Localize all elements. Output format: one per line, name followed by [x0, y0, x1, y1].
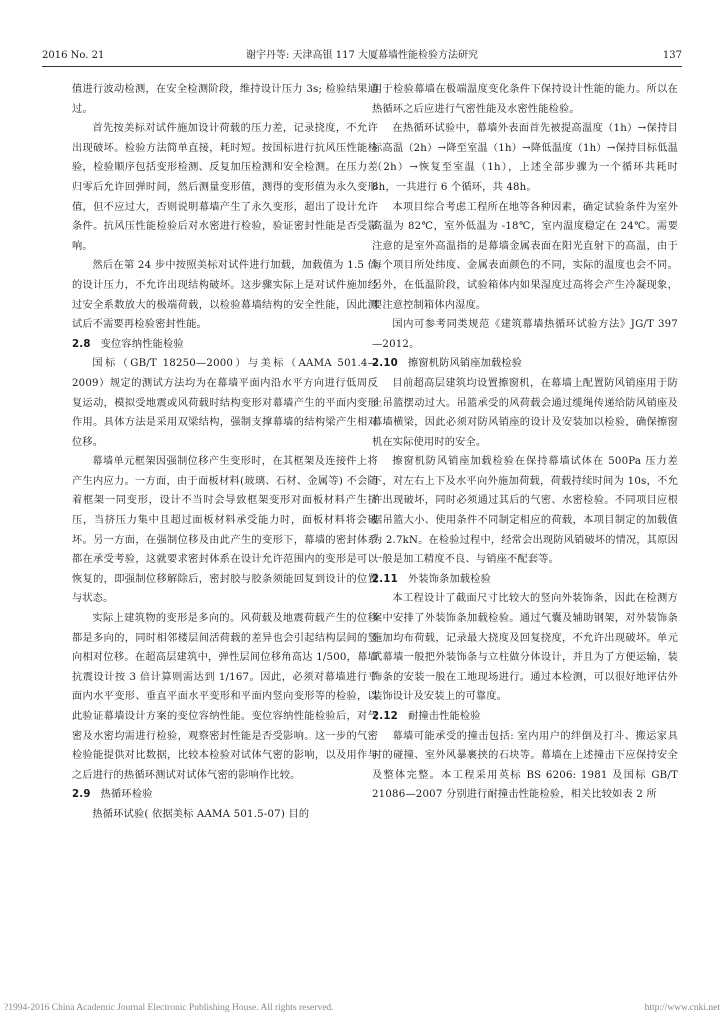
section-heading — [372, 354, 678, 374]
section-number: 2.11 — [372, 573, 398, 585]
body-paragraph: 国标（GB/T 18250—2000）与美标（AAMA 501.4—2009）规定的测试方法均为在幕墙平面内沿水平方向进行低周反复运动，模拟受地震或风荷载时结构变形对幕墙产生的平面内变形作用。具体方法是采用双梁结构，强制支撑幕墙的结构梁产生相对位移。 — [72, 358, 378, 448]
copyright-notice: ?1994-2016 China Academic Journal Electronic Publishing House. All rights reserved. — [4, 1003, 334, 1013]
section-number: 2.10 — [372, 358, 398, 370]
body-paragraph: 值进行波动检测，在安全检测阶段，维持设计压力 3s; 检验结果通过。 — [72, 84, 378, 115]
body-paragraph: 本工程设计了截面尺寸比较大的竖向外装饰条，因此在检测方案中安排了外装饰条加载检验。通过气囊及辅助钢架，对外装饰条施加均布荷载，记录最大挠度及回复挠度，不允许出现破坏。单元式幕墙一般把外装饰条与立柱做分体设计，并且为了方便运输，装饰条的安装一般在工地现场进行。通过本检测，可以很好地评估外装饰设计及安装上的可靠度。 — [372, 593, 678, 703]
body-paragraph: 目前超高层建筑均设置擦窗机，在幕墙上配置防风销座用于防止吊篮摆动过大。吊篮承受的风荷载会通过缆绳传递给防风销座及幕墙横梁，因此必须对防风销座的设计及安装加以检验，确保擦窗机在实际使用时的安全。 — [372, 377, 678, 448]
journal-issue: 2016 No. 21 — [42, 50, 105, 61]
running-header — [42, 46, 682, 67]
section-title: 外装饰条加载检验 — [407, 573, 492, 585]
section-title: 热循环检验 — [100, 789, 153, 801]
body-paragraph: 用于检验幕墙在极端温度变化条件下保持设计性能的能力。所以在热循环之后应进行气密性能及水密性能检验。 — [372, 84, 678, 115]
body-paragraph: 热循环试验( 依据美标 AAMA 501.5-07) 目的 — [92, 808, 310, 820]
running-title: 谢宇丹等: 天津高银 117 大厦幕墙性能检验方法研究 — [246, 50, 478, 61]
page-footer — [0, 1000, 724, 1016]
body-paragraph: 擦窗机防风销座加载检验在保持幕墙试体在 500Pa 压力差下，对左右上下及水平向外施加荷载，荷载持续时间为 10s，不允许出现破坏，同时必须通过其后的气密、水密检验。不同项目应根据吊篮大小、使用条件不同制定相应的荷载，本项目制定的加载值为 2.7kN。在检验过程中，经常会出现防风销破坏的情况，其原因一般是加工精度不良、与销座不配套等。 — [372, 456, 678, 566]
section-number: 2.9 — [72, 789, 91, 801]
page-number: 137 — [662, 50, 682, 61]
section-title: 变位容纳性能检验 — [100, 338, 184, 350]
body-paragraph: 实际上建筑物的变形是多向的。风荷载及地震荷载产生的位移都是多向的，同时相邻楼层间活荷载的差异也会引起结构层间的竖向相对位移。在超高层建筑中，弹性层间位移角高达 1/500，幕墙抗震设计按 3 倍计算则需达到 1/167。因此，必须对幕墙进行平面内水平变形、垂直平面水平变形和平面内竖向变形等的检验，以此验证幕墙设计方案的变位容纳性能。变位容纳性能检验后，对气密及水密均需进行检验，观察密封性能是否受影响。这一步的气密检验能提供对比数据，比较本检验对试体气密的影响，以及用作与之后进行的热循环测试对试体气密的影响作比较。 — [72, 613, 378, 781]
left-column — [72, 80, 378, 825]
body-paragraph: 国内可参考同类规范《建筑幕墙热循环试验方法》JG/T 397—2012。 — [372, 319, 678, 350]
body-paragraph: 幕墙单元框架因强制位移产生变形时，在其框架及连接件上将产生内应力。一方面，由于面板材料(玻璃、石材、金属等) 不会随着框架一同变形，设计不当时会导致框架变形对面板材料产生挤压，当挤压力集中且超过面板材料承受能力时，面板材料将会破坏。另一方面，在强制位移及由此产生的变形下，幕墙的密封体系都在承受考验，这就要求密封体系在设计允许范围内的变形是可以恢复的，即强制位移解除后，密封胶与胶条须能回复到设计的位置与状态。 — [72, 456, 378, 605]
body-paragraph: 本项目综合考虑工程所在地等各种因素，确定试验条件为室外高温为 82℃，室外低温为 -18℃，室内温度稳定在 24℃。需要注意的是室外高温指的是幕墙金属表面在阳光直射下的高温，由于每个项目所处纬度、金属表面颜色的不同，实际的温度也会不同。另外，在低温阶段，试验箱体内如果湿度过高将会产生冷凝现象，要注意控制箱体内湿度。 — [372, 201, 678, 311]
right-column — [372, 80, 678, 805]
section-title: 耐撞击性能检验 — [407, 711, 481, 722]
section-number: 2.12 — [372, 711, 398, 722]
body-paragraph: 在热循环试验中，幕墙外表面首先被提高温度（1h）→保持目标高温（2h）→降至室温（1h）→降低温度（1h）→保持目标低温（2h）→恢复至室温（1h），上述全部步骤为一个循环共耗时 8h，一共进行 6 个循环，共 48h。 — [372, 123, 678, 193]
body-paragraph: 首先按美标对试件施加设计荷载的压力差，记录挠度，不允许出现破坏。检验方法简单直接，耗时短。按国标进行抗风压性能检验，检验顺序包括变形检测、反复加压检测和安全检测。在压力差归零后允许回弹时间，然后测量变形值，测得的变形值为永久变形值，但不应过大，否则说明幕墙产生了永久变形，超出了设计允许条件。抗风压性能检验后对水密进行检验，验证密封性能是否受影响。 — [72, 123, 378, 252]
body-paragraph: 然后在第 24 步中按照美标对试件进行加载，加载值为 1.5 倍的设计压力，不允许出现结构破坏。这步骤实际上是对试件施加经过安全系数放大的极端荷载，以检验幕墙结构的安全性能，因此测试后不需要再检验密封性能。 — [72, 260, 378, 331]
section-heading — [372, 707, 678, 727]
body-paragraph: 幕墙可能承受的撞击包括: 室内用户的绊倒及打斗、搬运家具时的碰撞、室外风暴裹挟的石块等。幕墙在上述撞击下应保持安全及整体完整。本工程采用英标 BS 6206: 1981 及国标 GB/T 21086—2007 分别进行耐撞击性能检验，相关比较如表 2 所 — [372, 730, 678, 801]
section-number: 2.8 — [72, 338, 91, 350]
section-heading — [72, 785, 378, 805]
section-heading — [372, 570, 678, 590]
cnki-url[interactable]: http://www.cnki.net — [644, 1003, 720, 1013]
section-title: 擦窗机防风销座加载检验 — [407, 358, 523, 370]
section-heading — [72, 335, 378, 355]
